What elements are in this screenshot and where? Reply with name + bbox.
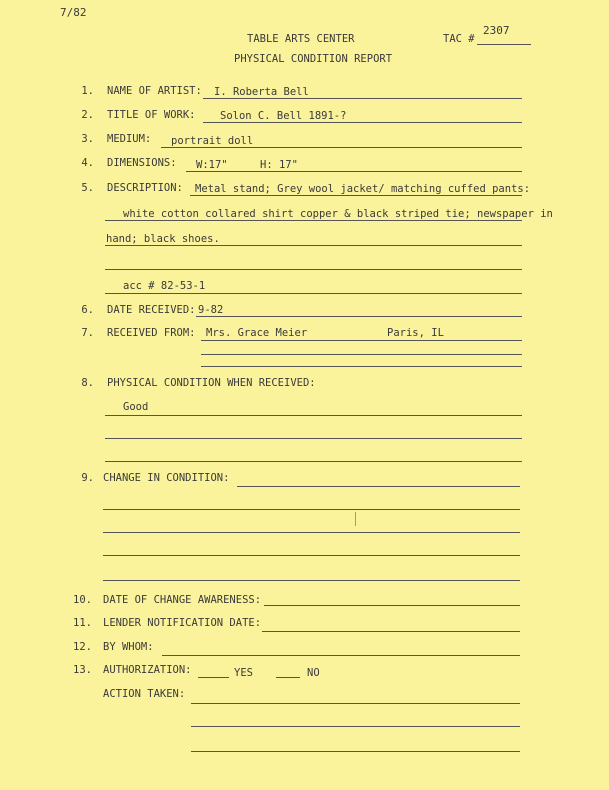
dimensions-line <box>186 171 522 172</box>
received-from-line <box>201 366 522 367</box>
description-rule <box>105 293 522 294</box>
tac-underline <box>477 44 531 45</box>
description-rule <box>105 269 522 270</box>
form-title: PHYSICAL CONDITION REPORT <box>234 53 393 65</box>
item-number: 13. <box>73 664 92 676</box>
date-stamp: 7/82 <box>60 6 87 19</box>
paper-mark <box>355 512 356 526</box>
item-number: 12. <box>73 641 92 653</box>
by-whom-label: BY WHOM: <box>103 641 154 653</box>
description-line-2: white cotton collared shirt copper & black striped tie; newspaper in <box>123 208 553 220</box>
item-number: 5. <box>81 182 94 194</box>
authorization-label: AUTHORIZATION: <box>103 664 192 676</box>
change-condition-label: CHANGE IN CONDITION: <box>103 472 230 484</box>
accession-number: acc # 82-53-1 <box>123 280 206 292</box>
physical-condition-label: PHYSICAL CONDITION WHEN RECEIVED: <box>107 377 316 389</box>
date-received-line <box>196 316 522 317</box>
action-taken-label: ACTION TAKEN: <box>103 688 186 700</box>
artist-label: NAME OF ARTIST: <box>107 85 202 97</box>
medium-line <box>161 147 522 148</box>
title-value: Solon C. Bell 1891-? <box>220 110 347 122</box>
item-number: 3. <box>81 133 94 145</box>
item-number: 10. <box>73 594 92 606</box>
action-rule <box>191 726 520 727</box>
received-from-line <box>201 340 522 341</box>
tac-label: TAC # <box>443 33 475 45</box>
description-label: DESCRIPTION: <box>107 182 183 194</box>
artist-line <box>203 98 522 99</box>
action-rule <box>191 751 520 752</box>
medium-label: MEDIUM: <box>107 133 152 145</box>
authorization-no: NO <box>307 667 320 679</box>
authorization-yes: YES <box>234 667 253 679</box>
received-from-name: Mrs. Grace Meier <box>206 327 308 339</box>
lender-notification-line <box>262 631 520 632</box>
dimension-height: H: 17" <box>260 159 298 171</box>
description-line-3: hand; black shoes. <box>106 233 220 245</box>
item-number: 11. <box>73 617 92 629</box>
by-whom-line <box>162 655 520 656</box>
title-line <box>203 122 522 123</box>
description-rule <box>190 195 522 196</box>
change-rule <box>103 580 520 581</box>
authorization-no-blank <box>276 677 300 678</box>
item-number: 4. <box>81 157 94 169</box>
title-label: TITLE OF WORK: <box>107 109 196 121</box>
item-number: 1. <box>81 85 94 97</box>
change-rule <box>237 486 520 487</box>
physical-condition-value: Good <box>123 401 149 413</box>
condition-rule <box>105 438 522 439</box>
item-number: 6. <box>81 304 94 316</box>
item-number: 8. <box>81 377 94 389</box>
item-number: 9. <box>81 472 94 484</box>
received-from-label: RECEIVED FROM: <box>107 327 196 339</box>
description-line-1: Metal stand; Grey wool jacket/ matching cuffed pants: <box>195 183 531 195</box>
change-rule <box>103 555 520 556</box>
change-rule <box>103 532 520 533</box>
lender-notification-label: LENDER NOTIFICATION DATE: <box>103 617 262 629</box>
change-awareness-label: DATE OF CHANGE AWARENESS: <box>103 594 262 606</box>
condition-rule <box>105 461 522 462</box>
authorization-yes-blank <box>198 677 229 678</box>
condition-rule <box>105 415 522 416</box>
action-rule <box>191 703 520 704</box>
dimensions-label: DIMENSIONS: <box>107 157 177 169</box>
received-from-place: Paris, IL <box>387 327 444 339</box>
medium-value: portrait doll <box>171 135 254 147</box>
tac-number: 2307 <box>483 24 510 37</box>
change-rule <box>103 509 520 510</box>
artist-value: I. Roberta Bell <box>214 86 309 98</box>
received-from-line <box>201 354 522 355</box>
description-rule <box>105 245 522 246</box>
description-rule <box>105 220 522 221</box>
change-awareness-line <box>264 605 520 606</box>
org-name: TABLE ARTS CENTER <box>247 33 355 45</box>
item-number: 7. <box>81 327 94 339</box>
dimension-width: W:17" <box>196 159 228 171</box>
date-received-label: DATE RECEIVED: <box>107 304 196 316</box>
date-received-value: 9-82 <box>198 304 224 316</box>
item-number: 2. <box>81 109 94 121</box>
